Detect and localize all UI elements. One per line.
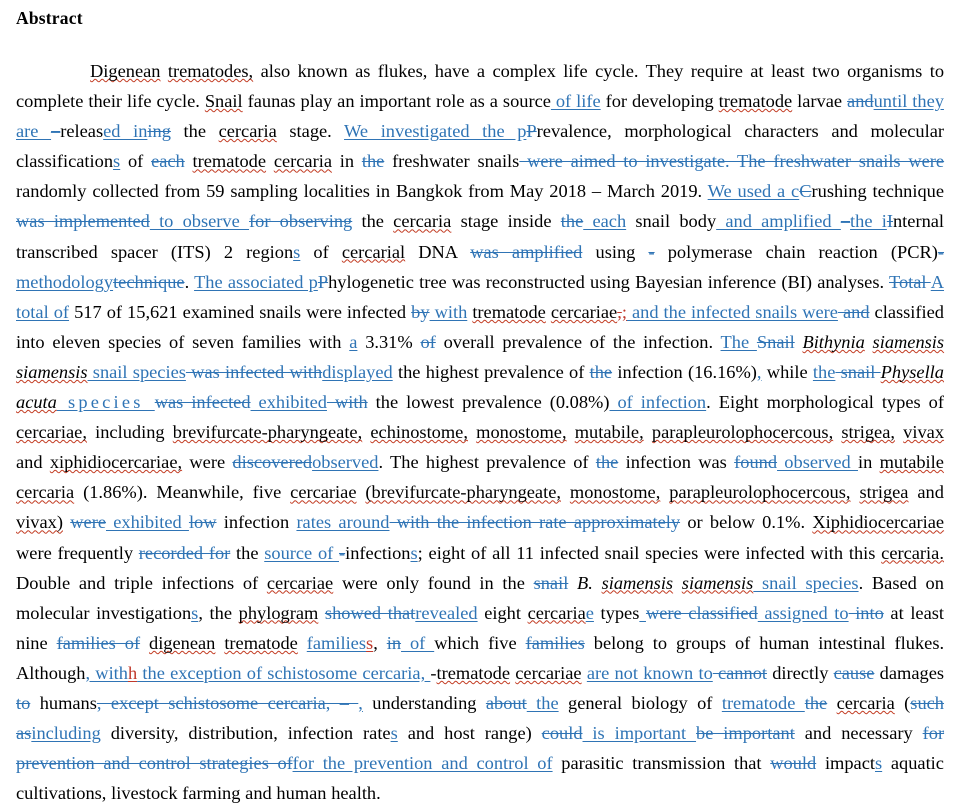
text-run bbox=[140, 633, 307, 653]
deleted-text: could bbox=[541, 723, 583, 744]
spellcheck-word: mutabile bbox=[879, 452, 944, 473]
spellcheck-word: cercarial bbox=[341, 241, 406, 262]
spellcheck-word: strigea bbox=[859, 482, 909, 503]
inserted-text: s bbox=[874, 753, 883, 774]
text-run bbox=[467, 302, 617, 322]
text-run: the lowest prevalence (0.08%) bbox=[375, 392, 610, 413]
spellcheck-word: echinostome, bbox=[370, 422, 468, 443]
text-run: polymerase chain reaction (PCR) bbox=[667, 241, 938, 262]
spellcheck-word: cercariae, bbox=[16, 422, 87, 443]
text-run bbox=[437, 663, 587, 683]
spellcheck-word: cercariae bbox=[515, 662, 582, 683]
deleted-text: technique bbox=[113, 271, 185, 292]
spellcheck-word: Snail bbox=[204, 91, 243, 112]
deleted-text: the bbox=[361, 151, 385, 172]
spellcheck-word: mutabile, bbox=[574, 422, 644, 443]
deleted-text: the bbox=[804, 692, 828, 713]
spellcheck-word: vivax) bbox=[16, 512, 63, 533]
text-run: . bbox=[184, 271, 190, 292]
deleted-text: for observing bbox=[249, 211, 353, 232]
spellcheck-word: strigea, bbox=[841, 422, 895, 443]
deleted-text: in bbox=[386, 632, 402, 653]
inserted-text: is important bbox=[582, 723, 697, 744]
deleted-text: Total bbox=[889, 271, 931, 292]
deleted-text: discovered bbox=[232, 452, 313, 473]
text-run: infection bbox=[223, 512, 290, 533]
spellcheck-word: trematode bbox=[472, 301, 546, 322]
inserted-text: A total of bbox=[16, 271, 945, 322]
deleted-text: such as bbox=[16, 692, 945, 744]
spellcheck-word: monostome, bbox=[476, 422, 567, 443]
text-run: revalence, morphological characters and molecular classification bbox=[16, 121, 945, 172]
deleted-text: – bbox=[51, 121, 61, 142]
inserted-text: the bbox=[812, 361, 836, 382]
deleted-text: of bbox=[420, 331, 436, 352]
deleted-text: families bbox=[525, 632, 585, 653]
spellcheck-word: vivax bbox=[903, 422, 945, 443]
text-run: while bbox=[766, 361, 808, 382]
deleted-text: recorded for bbox=[138, 542, 231, 563]
deleted-text: , except schistosome cercaria, – bbox=[96, 692, 359, 713]
spellcheck-word: siamensis bbox=[872, 331, 945, 352]
spellcheck-word: xiphidiocercariae, bbox=[49, 452, 183, 473]
text-run: - bbox=[430, 662, 437, 683]
inserted-text: e bbox=[585, 602, 594, 623]
deleted-text: would bbox=[770, 753, 817, 774]
inserted-text: of infection bbox=[609, 392, 707, 413]
inserted-text bbox=[639, 603, 646, 623]
text-run: aquatic cultivations, livestock farming and human health. bbox=[16, 753, 944, 804]
deleted-text: and bbox=[847, 91, 874, 112]
text-run: understanding bbox=[372, 692, 477, 713]
inserted-text-spaced: species bbox=[56, 392, 155, 413]
text-run: 3.31% bbox=[365, 331, 413, 352]
inserted-text: The associated p bbox=[194, 271, 318, 292]
text-run: in mutabile cercaria (1.86%). Meanwhile, five cercariae (brevifurcate-pharyngeate, monostome, parapleurolophocercous, strigea and vivax) bbox=[16, 452, 944, 533]
spellcheck-word: cercaria. bbox=[881, 542, 944, 563]
deleted-text: - bbox=[648, 241, 655, 262]
inserted-text: exhibited bbox=[105, 512, 189, 533]
deleted-text: and bbox=[837, 301, 870, 322]
text-run: infection was bbox=[625, 452, 727, 473]
deleted-text: found bbox=[734, 452, 778, 473]
text-run: Digenean trematodes, also known as flukes, have a complex life cycle. They require at least two organisms to complete their life cycle. Snail faunas play an important role as a source bbox=[16, 61, 945, 112]
deleted-text: the bbox=[560, 211, 584, 232]
text-run: eight cercaria bbox=[484, 602, 586, 623]
inserted-text: the i bbox=[850, 211, 887, 232]
text-run: at least nine bbox=[16, 602, 945, 653]
deleted-text: P bbox=[317, 271, 329, 292]
text-run: the highest prevalence of bbox=[397, 361, 585, 382]
species-name-italic: B. siamensis siamensis bbox=[577, 572, 754, 593]
text-run: the cercaria stage. bbox=[183, 121, 332, 142]
spellcheck-word: Bithynia bbox=[802, 331, 865, 352]
spellcheck-word: monostome, bbox=[569, 482, 661, 503]
deleted-text: C bbox=[799, 181, 812, 202]
inserted-text: ed in bbox=[103, 121, 148, 142]
inserted-text: The bbox=[720, 331, 757, 352]
text-run: for developing trematode larvae bbox=[605, 91, 843, 112]
text-run: freshwater snails bbox=[392, 151, 520, 172]
inserted-text: source of bbox=[264, 542, 339, 563]
deleted-text: snail bbox=[533, 572, 569, 593]
deleted-text: be important bbox=[696, 723, 795, 744]
deleted-text: was amplified bbox=[470, 241, 583, 262]
spellcheck-word: cercariae bbox=[266, 572, 334, 593]
spellcheck-word: cercaria bbox=[393, 211, 452, 232]
spellcheck-word: siamensis bbox=[16, 361, 88, 382]
spellcheck-word: cercaria bbox=[218, 121, 277, 142]
text-run: damage bbox=[879, 662, 937, 683]
inserted-text: snail species bbox=[753, 572, 859, 593]
text-run: which five bbox=[434, 632, 517, 653]
text-run: overall prevalence of the infection. bbox=[443, 331, 714, 352]
spellcheck-word: trematode bbox=[718, 91, 793, 112]
deleted-text: was infected bbox=[154, 392, 251, 413]
deleted-text: were bbox=[70, 512, 106, 533]
inserted-text: rates around bbox=[296, 512, 390, 533]
text-run: impact bbox=[824, 753, 875, 774]
text-run: 517 of 15,621 examined snails were infected bbox=[74, 301, 407, 322]
text-run: belong to groups of human intestinal flukes. Although bbox=[16, 632, 945, 683]
text-run: releas bbox=[60, 121, 104, 142]
spellcheck-word: phylogram bbox=[238, 602, 319, 623]
text-run: , the phylogram bbox=[198, 602, 319, 623]
spellcheck-word: trematode bbox=[192, 151, 267, 172]
deleted-text: showed that bbox=[324, 602, 416, 623]
spellcheck-word: brevifurcate-pharyngeate, bbox=[172, 422, 363, 443]
inserted-text: exhibited bbox=[250, 392, 327, 413]
text-run: and host range) bbox=[407, 723, 532, 744]
spellcheck-word: trematode bbox=[436, 662, 511, 683]
spellcheck-word: cercaria bbox=[273, 151, 332, 172]
inserted-text-reviewer2: ; bbox=[621, 301, 627, 322]
deleted-text: low bbox=[188, 512, 217, 533]
spellcheck-word: trematodes, bbox=[167, 61, 254, 81]
spellcheck-word: digenean bbox=[149, 632, 216, 653]
deleted-text: were aimed to investigate. The freshwater snails were bbox=[519, 151, 945, 172]
deleted-text-reviewer2: , bbox=[617, 301, 622, 322]
inserted-text: We investigated the p bbox=[344, 121, 527, 142]
text-run: types bbox=[600, 602, 640, 623]
inserted-text: , with bbox=[85, 662, 128, 683]
text-run: of bbox=[127, 151, 144, 172]
spellcheck-word: Physella bbox=[880, 361, 944, 382]
text-run: s bbox=[936, 662, 945, 683]
inserted-text: with bbox=[429, 301, 468, 322]
inserted-text: snail species bbox=[87, 361, 186, 382]
deleted-text: snail bbox=[835, 361, 881, 382]
inserted-text: s bbox=[113, 151, 121, 172]
deleted-text: with the infection rate approximately bbox=[389, 512, 681, 533]
text-run: humans bbox=[39, 692, 97, 713]
deleted-text: by bbox=[411, 301, 430, 322]
deleted-text: each bbox=[151, 151, 185, 172]
text-run: snail body bbox=[635, 211, 717, 232]
deleted-text: was infected with bbox=[185, 361, 323, 382]
deleted-text: families of bbox=[56, 632, 141, 653]
inserted-text: including bbox=[31, 723, 101, 744]
text-run: parasitic transmission that bbox=[561, 753, 762, 774]
deleted-text: into bbox=[848, 602, 884, 623]
spellcheck-word: cercariae bbox=[290, 482, 357, 503]
deleted-text: I bbox=[886, 211, 893, 232]
deleted-text: - bbox=[339, 542, 346, 563]
text-run: nternal transcribed spacer (ITS) 2 region bbox=[16, 211, 945, 262]
spellcheck-word: (brevifurcate-pharyngeate, bbox=[365, 482, 561, 503]
text-run: . Eight morphological types of cercariae, including brevifurcate-pharyngeate, echinostome, monostome, mutabile, parapleurolophocercous, strigea, vivax and xiphidiocercariae, were bbox=[16, 392, 945, 473]
inserted-text: of life bbox=[550, 91, 601, 112]
spellcheck-word: acuta bbox=[16, 392, 57, 413]
inserted-text: are not known to bbox=[586, 662, 713, 683]
text-run: of cercarial DNA bbox=[313, 241, 458, 262]
text-run: using bbox=[595, 241, 636, 262]
text-run: infection bbox=[345, 542, 411, 563]
inserted-text: of bbox=[401, 632, 435, 653]
deleted-text: the bbox=[595, 452, 619, 473]
inserted-text: s bbox=[191, 602, 199, 623]
deleted-text: cannot bbox=[712, 662, 767, 683]
inserted-text: a bbox=[349, 331, 358, 352]
inserted-text: , bbox=[358, 692, 363, 713]
text-run: diversity, distribution, infection rate bbox=[110, 723, 391, 744]
inserted-text: We used a c bbox=[707, 181, 800, 202]
text-run: the bbox=[236, 542, 259, 563]
inserted-text: families bbox=[306, 632, 367, 653]
deleted-text: Snail bbox=[756, 331, 795, 352]
deleted-text: – bbox=[840, 211, 851, 232]
text-run: ; eight of all 11 infected snail species were infected with this cercaria. Double and triple infections of cercariae were only found in the bbox=[16, 542, 944, 593]
inserted-text: trematode bbox=[721, 692, 805, 713]
inserted-text: and amplified bbox=[716, 211, 841, 232]
deleted-text: cause bbox=[833, 662, 875, 683]
text-run: directly bbox=[772, 662, 829, 683]
text-run: or below 0.1%. Xiphidiocercariae were frequently bbox=[16, 512, 945, 563]
spellcheck-word: Digenean bbox=[90, 61, 161, 81]
inserted-text-reviewer2: s bbox=[366, 632, 374, 653]
inserted-text: until they are bbox=[16, 91, 944, 142]
spellcheck-word: parapleurolophocercous, bbox=[651, 422, 834, 443]
text-run: . Based on molecular investigation bbox=[16, 572, 944, 623]
inserted-text: observed bbox=[312, 452, 379, 473]
spellcheck-word: cercaria bbox=[16, 482, 75, 503]
inserted-text: methodology bbox=[16, 271, 114, 292]
abstract-paragraph bbox=[16, 56, 944, 808]
deleted-text: were classified bbox=[645, 602, 758, 623]
inserted-text: observed bbox=[777, 452, 858, 473]
text-run: classified into eleven species of seven families with bbox=[16, 301, 944, 352]
deleted-text: to bbox=[16, 692, 31, 713]
page-title: Abstract bbox=[16, 8, 83, 28]
inserted-text: for the prevention and control of bbox=[292, 753, 553, 774]
text-run: hylogenetic tree was reconstructed using Bayesian inference (BI) analyses. bbox=[328, 271, 885, 292]
text-run: randomly collected from 59 sampling localities in Bangkok from May 2018 – March 2019. bbox=[16, 181, 703, 202]
deleted-text: P bbox=[526, 121, 537, 142]
text-run: , bbox=[373, 632, 378, 653]
inserted-text: , bbox=[756, 361, 762, 382]
spellcheck-word: cercaria bbox=[527, 602, 586, 623]
deleted-text: with bbox=[326, 392, 368, 413]
text-run: infection (16.16%) bbox=[617, 361, 757, 382]
deleted-text: for prevention and control strategies of bbox=[16, 723, 945, 774]
inserted-text: and the infected snails were bbox=[626, 301, 838, 322]
text-run: trematode cercaria in bbox=[192, 151, 355, 172]
deleted-text: about bbox=[485, 692, 527, 713]
text-run: . The highest prevalence of bbox=[378, 452, 589, 473]
inserted-text: the exception of schistosome cercaria, bbox=[137, 662, 431, 683]
inserted-text: each bbox=[583, 211, 627, 232]
spellcheck-word: siamensis bbox=[681, 572, 754, 593]
text-run: rushing technique bbox=[811, 181, 945, 202]
inserted-text: the bbox=[526, 692, 559, 713]
text-run: and necessary bbox=[804, 723, 913, 744]
spellcheck-word: parapleurolophocercous, bbox=[669, 482, 851, 503]
spellcheck-word: cercaria bbox=[836, 692, 895, 713]
inserted-text: s bbox=[410, 542, 418, 563]
inserted-text-reviewer2: h bbox=[127, 662, 138, 683]
deleted-text: ing bbox=[147, 121, 171, 142]
inserted-text: displayed bbox=[322, 361, 393, 382]
text-run: general biology of bbox=[568, 692, 713, 713]
spellcheck-word: Xiphidiocercariae bbox=[812, 512, 945, 533]
deleted-text: the bbox=[589, 361, 613, 382]
inserted-text: s bbox=[390, 723, 398, 744]
spellcheck-word: siamensis bbox=[601, 572, 674, 593]
inserted-text: s bbox=[293, 241, 301, 262]
deleted-text: - bbox=[937, 241, 945, 262]
text-run: the cercaria stage inside bbox=[361, 211, 552, 232]
spellcheck-word: trematode bbox=[224, 632, 298, 653]
deleted-text: was implemented bbox=[16, 211, 150, 232]
inserted-text: assigned to bbox=[757, 602, 849, 623]
spellcheck-word: cercariae bbox=[550, 301, 618, 322]
inserted-text: revealed bbox=[415, 602, 478, 623]
inserted-text: to observe bbox=[149, 211, 250, 232]
text-run: cercaria ( bbox=[836, 692, 911, 713]
